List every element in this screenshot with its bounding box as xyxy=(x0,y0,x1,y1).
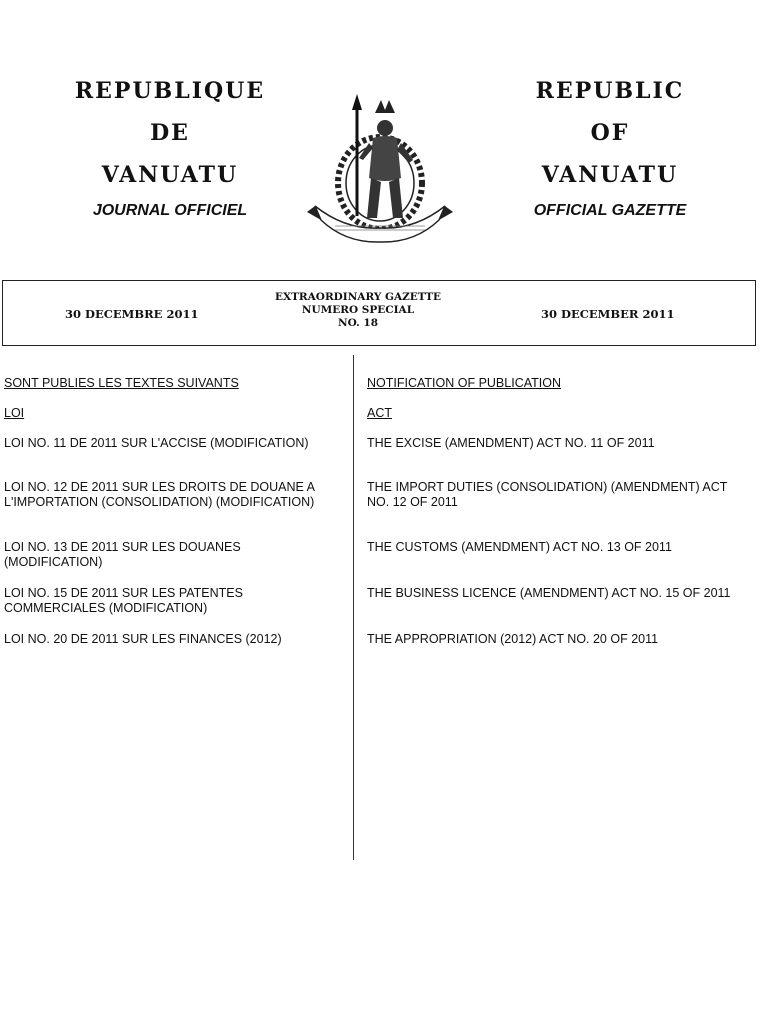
gazette-banner xyxy=(2,280,756,346)
english-section-label: ACT xyxy=(367,406,392,420)
list-item: LOI NO. 15 DE 2011 SUR LES PATENTES COMMERCIALES (MODIFICATION) xyxy=(4,586,243,615)
list-item: THE IMPORT DUTIES (CONSOLIDATION) (AMENDMENT) ACT NO. 12 OF 2011 xyxy=(367,480,728,509)
masthead-en-line-2: OF xyxy=(590,120,630,146)
list-item: THE CUSTOMS (AMENDMENT) ACT NO. 13 OF 2011 xyxy=(367,540,672,554)
date-french: 30 DECEMBRE 2011 xyxy=(65,307,199,321)
list-item: THE EXCISE (AMENDMENT) ACT NO. 11 OF 2011 xyxy=(367,436,655,450)
gazette-number: NO. 18 xyxy=(337,317,379,329)
date-english: 30 DECEMBER 2011 xyxy=(541,307,675,321)
gazette-number-block xyxy=(253,291,463,330)
column-divider xyxy=(353,355,354,860)
french-heading: SONT PUBLIES LES TEXTES SUIVANTS xyxy=(4,376,239,390)
masthead-english xyxy=(480,70,740,220)
french-column xyxy=(4,376,342,647)
masthead-fr-line-2: DE xyxy=(150,120,190,146)
list-item: LOI NO. 20 DE 2011 SUR LES FINANCES (2012) xyxy=(4,632,282,646)
french-section-label: LOI xyxy=(4,406,25,420)
list-item: THE BUSINESS LICENCE (AMENDMENT) ACT NO. 15 OF 2011 xyxy=(367,586,731,600)
list-item: THE APPROPRIATION (2012) ACT NO. 20 OF 2011 xyxy=(367,632,659,646)
masthead-french xyxy=(40,70,300,220)
journal-officiel-title: JOURNAL OFFICIEL xyxy=(92,202,248,219)
list-item: LOI NO. 12 DE 2011 SUR LES DROITS DE DOUANE A L'IMPORTATION (CONSOLIDATION) (MODIFICATION) xyxy=(4,480,315,509)
masthead-fr-line-1: REPUBLIQUE xyxy=(74,78,266,104)
english-heading: NOTIFICATION OF PUBLICATION xyxy=(367,376,561,390)
extraordinary-gazette-label: EXTRAORDINARY GAZETTE xyxy=(274,291,442,303)
list-item: LOI NO. 11 DE 2011 SUR L'ACCISE (MODIFICATION) xyxy=(4,436,309,450)
vanuatu-coat-of-arms-icon xyxy=(305,88,455,248)
official-gazette-title: OFFICIAL GAZETTE xyxy=(533,202,687,219)
masthead-en-line-1: REPUBLIC xyxy=(535,78,685,104)
list-item: LOI NO. 13 DE 2011 SUR LES DOUANES (MODIFICATION) xyxy=(4,540,241,569)
english-column xyxy=(367,376,747,647)
masthead-fr-line-3: VANUATU xyxy=(101,162,239,188)
masthead-en-line-3: VANUATU xyxy=(541,162,679,188)
numero-special-label: NUMERO SPECIAL xyxy=(301,304,415,316)
